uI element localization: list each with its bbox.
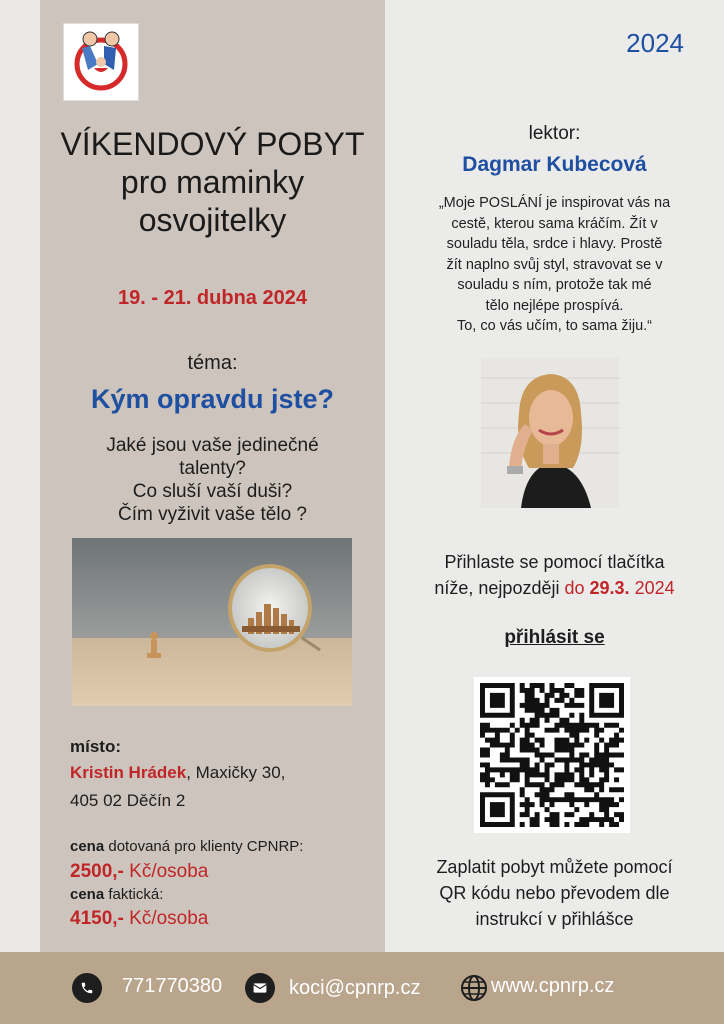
- question-line: talenty?: [179, 458, 246, 479]
- event-dates: 19. - 21. dubna 2024: [118, 287, 307, 309]
- phone-icon: [72, 973, 102, 1003]
- payment-line: instrukcí v přihlášce: [475, 909, 634, 929]
- qr-modules: [480, 683, 624, 827]
- payment-line: QR kódu nebo převodem dle: [439, 883, 670, 903]
- payment-instructions: [385, 854, 724, 932]
- footer-email[interactable]: koci@cpnrp.cz: [289, 977, 421, 999]
- title-line: VÍKENDOVÝ POBYT: [60, 126, 365, 162]
- footer-phone[interactable]: 771770380: [122, 975, 223, 997]
- footer-website[interactable]: www.cpnrp.cz: [491, 975, 615, 997]
- price-label: cena: [70, 886, 105, 903]
- quote-line: žít naplno svůj styl, stravovat se v: [446, 256, 663, 273]
- price-subsidized-value: [70, 861, 208, 883]
- quote-line: cestě, kterou sama kráčím. Žít v: [451, 215, 658, 232]
- price-unit: Kč/osoba: [123, 861, 209, 882]
- price-desc: dotovaná pro klienty CPNRP:: [104, 838, 304, 855]
- title-line: pro maminky: [120, 164, 305, 200]
- place-address-line1: [70, 763, 285, 783]
- register-line1: Přihlaste se pomocí tlačítka: [444, 552, 665, 572]
- lector-quote: [395, 193, 714, 337]
- venue-name: Kristin Hrádek: [70, 763, 187, 782]
- address-street: , Maxičky 30,: [186, 763, 286, 782]
- deadline-year: 2024: [629, 578, 675, 598]
- lector-name: Dagmar Kubecová: [462, 153, 647, 176]
- price-amount: 2500,-: [70, 861, 124, 882]
- price-unit: Kč/osoba: [123, 908, 209, 929]
- price-amount: 4150,-: [70, 908, 124, 929]
- register-text: níže, nejpozději: [434, 578, 565, 598]
- event-title: [40, 125, 385, 239]
- register-line2: [385, 575, 724, 601]
- quote-line: souladu s ním, protože tak mé: [457, 277, 652, 293]
- quote-line: To, co vás učím, to sama žiju.“: [456, 318, 652, 334]
- lector-portrait: [481, 358, 619, 508]
- qr-code[interactable]: [474, 677, 630, 833]
- year-label: 2024: [626, 28, 684, 58]
- deadline-date: 29.3.: [589, 578, 630, 598]
- envelope-icon: [245, 973, 275, 1003]
- chess-mirror-photo: [72, 538, 352, 706]
- theme-label: téma:: [187, 352, 238, 374]
- place-address-line2: 405 02 Děčín 2: [70, 791, 186, 810]
- quote-line: souladu těla, srdce i hlavy. Prostě: [446, 236, 663, 252]
- quote-line: „Moje POSLÁNÍ je inspirovat vás na: [438, 195, 671, 211]
- title-line: osvojitelky: [138, 202, 287, 238]
- quote-line: tělo nejlépe prospívá.: [485, 297, 624, 314]
- theme-title: Kým opravdu jste?: [90, 384, 335, 414]
- organization-logo: [63, 23, 139, 101]
- question-line: Čím vyživit vaše tělo ?: [118, 504, 307, 525]
- price-subsidized-label: [70, 838, 303, 855]
- deadline: [564, 578, 674, 598]
- price-actual-value: [70, 908, 208, 930]
- question-line: Co sluší vaší duši?: [132, 481, 293, 502]
- globe-icon: [460, 974, 488, 1002]
- price-actual-label: [70, 886, 163, 903]
- registration-instructions: [385, 549, 724, 601]
- theme-questions: [40, 434, 385, 526]
- price-desc: faktická:: [104, 886, 164, 903]
- price-label: cena: [70, 838, 105, 855]
- place-label: místo:: [70, 737, 121, 756]
- payment-line: Zaplatit pobyt můžete pomocí: [436, 857, 673, 877]
- footer-bar: [0, 952, 724, 1024]
- register-button[interactable]: přihlásit se: [504, 627, 605, 648]
- lector-label: lektor:: [528, 123, 581, 144]
- deadline-prefix: do: [564, 578, 590, 598]
- question-line: Jaké jsou vaše jedinečné: [106, 435, 319, 456]
